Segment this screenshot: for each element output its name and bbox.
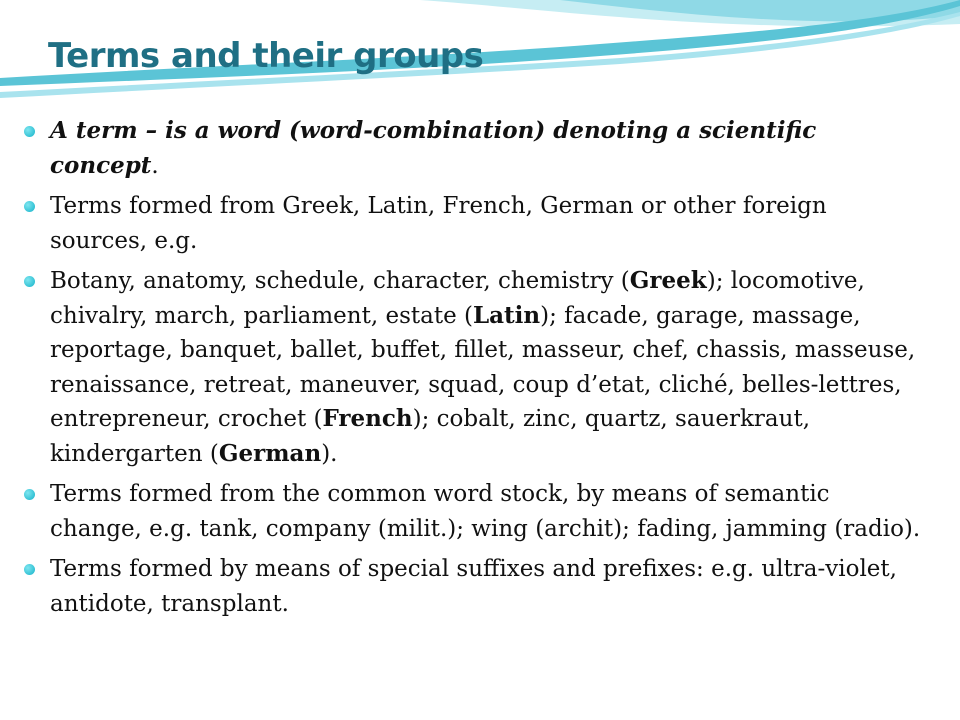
bullet-text: ); facade, garage, massage, reportage, banquet, ballet, buffet, fillet, masseur, chef, chassis, masseuse, renaissance, retreat, maneuver, squad, coup d’etat, cliché, belles-lettres, entrepreneur, crochet (: [50, 302, 916, 432]
origin-latin: Latin: [472, 301, 541, 329]
origin-german: German: [218, 439, 322, 467]
bullet-text: Botany, anatomy, schedule, character, chemistry (: [50, 268, 630, 294]
origin-greek: Greek: [629, 267, 707, 294]
bullet-item: [24, 477, 924, 546]
bullet-dot-icon: [24, 276, 35, 287]
bullet-text: ).: [321, 440, 338, 467]
bullet-text: ); locomotive, chivalry, march, parliament, estate (: [50, 268, 865, 329]
bullet-text: Terms formed by means of special suffixes and prefixes: e.g. ultra-violet, antidote, transplant.: [50, 556, 897, 617]
bullet-list: [24, 114, 924, 627]
term-definition: A term – is a word (word-combination) denoting a scientific concept: [50, 117, 817, 179]
definition-end: .: [151, 152, 159, 179]
bullet-dot-icon: [24, 564, 35, 575]
bullet-item: [24, 189, 924, 258]
bullet-dot-icon: [24, 201, 35, 212]
bullet-text: ); cobalt, zinc, quartz, sauerkraut, kindergarten (: [50, 406, 811, 467]
bullet-text: Terms formed from the common word stock, by means of semantic change, e.g. tank, company (milit.); wing (archit); fading, jamming (radio).: [50, 481, 921, 542]
bullet-item: [24, 552, 924, 621]
bullet-text: Terms formed from Greek, Latin, French, German or other foreign sources, e.g.: [50, 193, 827, 254]
slide-title: Terms and their groups: [48, 36, 484, 76]
bullet-item: [24, 264, 924, 471]
bullet-item: [24, 114, 924, 183]
origin-french: French: [322, 405, 413, 432]
bullet-dot-icon: [24, 489, 35, 500]
bullet-dot-icon: [24, 126, 35, 137]
